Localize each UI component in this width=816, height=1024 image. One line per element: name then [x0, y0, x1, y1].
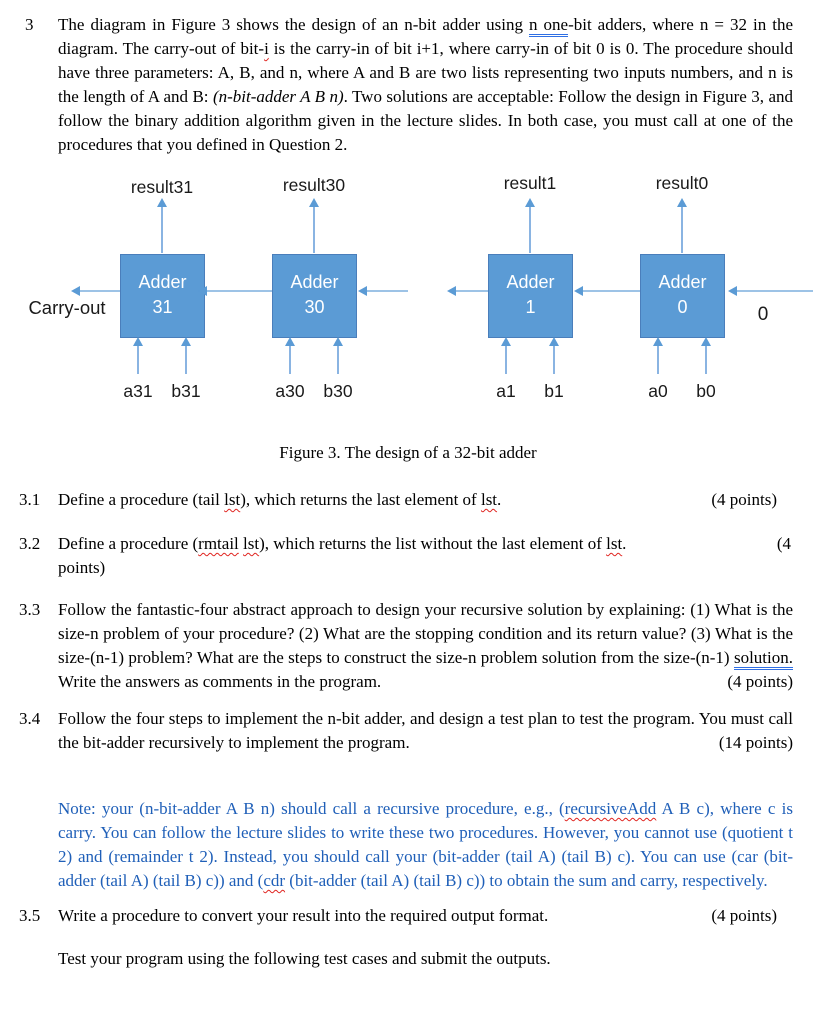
section-body-text: Define a procedure (tail lst), which returns the last element of lst. [58, 490, 502, 509]
question-number: 3 [25, 15, 34, 34]
input-arrow-icon [701, 337, 711, 346]
input-label-a: a31 [123, 381, 153, 401]
adder-box-0 [640, 254, 725, 338]
adder-box-bit: 31 [152, 297, 173, 317]
input-arrow-line [185, 346, 187, 374]
carry-arrow-icon [198, 286, 207, 296]
section-number: 3.5 [19, 906, 41, 925]
output-arrow-line [529, 207, 531, 253]
section-number: 3.4 [19, 709, 41, 728]
question-text: The diagram in Figure 3 shows the design of an n-bit adder using n one-bit adders, where n = 32 in the diagram. The carry-out of bit-i is the carry-in of bit i+1, where carry-in of bit 0 is 0. The procedure should have three parameters: A, B, and n, where A and B are two lists representing two inputs numbers, and n is the length of A and B: (n-bit-adder A B n). Two solutions are acceptable: Follow the design in Figure 3, and follow the binary addition algorithm given in the lecture slides. In both case, you must call at one of the procedures that you defined in Question 2. [58, 15, 793, 154]
adder-box-label: Adder [290, 272, 339, 292]
figure-3-diagram [0, 171, 816, 421]
input-arrow-icon [501, 337, 511, 346]
carry-arrow-line [456, 290, 488, 292]
section-text [58, 532, 793, 580]
adder-box-30 [272, 254, 357, 338]
section-body-text: Define a procedure (rmtail lst), which returns the list without the last element of lst. [58, 534, 627, 553]
output-arrow-icon [677, 198, 687, 207]
carry-arrow-icon [71, 286, 80, 296]
adder-box-label: Adder [658, 272, 707, 292]
input-label-b: b0 [696, 381, 716, 401]
note-paragraph: Note: your (n-bit-adder A B n) should call a recursive procedure, e.g., (recursiveAdd A B c), where c is carry. You can follow the lecture slides to write these two procedures. However, you cannot use (quotient t 2) and (remainder t 2). Instead, you should call your (bit-adder (tail A) (tail B) c). You can use (car (bit-adder (tail A) (tail B) c)) and (cdr (bit-adder (tail A) (tail B) c)) to obtain the sum and carry, respectively. [58, 799, 793, 890]
carry-arrow-icon [574, 286, 583, 296]
output-arrow-line [313, 207, 315, 253]
output-arrow-line [681, 207, 683, 253]
section-body-text: Write a procedure to convert your result into the required output format. [58, 906, 549, 925]
input-arrow-icon [285, 337, 295, 346]
input-arrow-icon [653, 337, 663, 346]
input-arrow-icon [133, 337, 143, 346]
result-label: result30 [282, 175, 346, 195]
section-number: 3.3 [19, 600, 41, 619]
section-number: 3.2 [19, 534, 41, 553]
carry-arrow-icon [358, 286, 367, 296]
adder-box-label: Adder [506, 272, 555, 292]
input-label-a: a0 [648, 381, 668, 401]
section-body-text: Follow the four steps to implement the n-bit adder, and design a test plan to test the program. You must call the bit-adder recursively to implement the program. [58, 709, 793, 752]
section-text [58, 904, 793, 928]
section-3-5 [0, 904, 816, 928]
input-arrow-line [289, 346, 291, 374]
result-label: result1 [503, 173, 557, 193]
section-text [58, 488, 793, 512]
section-3-4 [0, 707, 816, 755]
points-label: (4 points) [711, 490, 777, 509]
points-label: (4 points) [711, 906, 777, 925]
adder-box-bit: 0 [677, 297, 688, 317]
input-arrow-line [505, 346, 507, 374]
points-label-open: (4 [776, 534, 791, 553]
section-3-1 [0, 488, 816, 512]
input-arrow-line [137, 346, 139, 374]
carry-arrow-line [80, 290, 120, 292]
input-arrow-icon [549, 337, 559, 346]
adder-box-bit: 1 [525, 297, 536, 317]
carry-in-zero-label: 0 [757, 304, 769, 325]
input-label-a: a1 [496, 381, 516, 401]
question-3 [0, 13, 816, 157]
carry-arrow-line [737, 290, 813, 292]
section-number: 3.1 [19, 490, 41, 509]
carry-arrow-icon [447, 286, 456, 296]
points-label-rest: points) [58, 558, 106, 577]
points-label: (4 points) [727, 672, 793, 691]
output-arrow-icon [157, 198, 167, 207]
input-arrow-icon [181, 337, 191, 346]
adder-box-bit: 30 [304, 297, 325, 317]
adder-box-31 [120, 254, 205, 338]
input-arrow-line [657, 346, 659, 374]
input-arrow-icon [333, 337, 343, 346]
input-arrow-line [705, 346, 707, 374]
carry-arrow-icon [728, 286, 737, 296]
carry-arrow-line [367, 290, 408, 292]
carry-arrow-line [583, 290, 640, 292]
adder-box-1 [488, 254, 573, 338]
section-text [58, 707, 793, 755]
output-arrow-icon [525, 198, 535, 207]
section-3-2 [0, 532, 816, 580]
result-label: result31 [130, 177, 194, 197]
input-label-a: a30 [275, 381, 305, 401]
section-body-text: Follow the fantastic-four abstract approach to design your recursive solution by explaining: (1) What is the size-n problem of your procedure? (2) What are the stopping condition and its return value? (3) What is the size-(n-1) problem? What are the steps to construct the size-n problem solution from the size-(n-1) solution. Write the answers as comments in the program. [58, 600, 793, 691]
output-arrow-icon [309, 198, 319, 207]
closing-line: Test your program using the following test cases and submit the outputs. [58, 949, 551, 968]
section-text [58, 598, 793, 694]
carry-arrow-line [207, 290, 272, 292]
output-arrow-line [161, 207, 163, 253]
input-arrow-line [553, 346, 555, 374]
points-label: (14 points) [718, 733, 793, 752]
carry-out-label: Carry-out [28, 297, 106, 318]
figure-caption: Figure 3. The design of a 32-bit adder [279, 443, 537, 462]
adder-box-label: Adder [138, 272, 187, 292]
input-label-b: b1 [544, 381, 564, 401]
result-label: result0 [655, 173, 709, 193]
section-3-3 [0, 598, 816, 694]
input-label-b: b30 [323, 381, 353, 401]
input-arrow-line [337, 346, 339, 374]
input-label-b: b31 [171, 381, 201, 401]
